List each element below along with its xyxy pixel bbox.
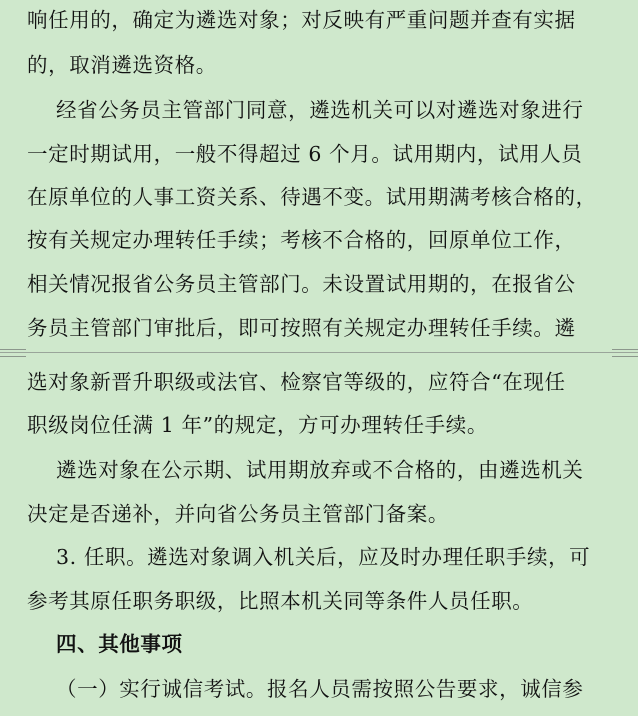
page-break-marker-left: [0, 349, 26, 357]
text-line: 响任用的，确定为遴选对象；对反映有严重问题并查有实据: [27, 8, 576, 32]
text-line: 一定时期试用，一般不得超过 6 个月。试用期内，试用人员: [27, 142, 583, 166]
paragraph-start-line: 3. 任职。遴选对象调入机关后，应及时办理任职手续，可: [56, 545, 591, 569]
paragraph-start-line: 经省公务员主管部门同意，遴选机关可以对遴选对象进行: [56, 98, 584, 122]
text-line: 的，取消遴选资格。: [27, 53, 217, 77]
page-break-marker-right: [612, 349, 638, 357]
text-line: 按有关规定办理转任手续；考核不合格的，回原单位工作，: [27, 228, 576, 252]
page-break-rule: [0, 352, 638, 353]
paragraph-start-line: 遴选对象在公示期、试用期放弃或不合格的，由遴选机关: [56, 458, 584, 482]
section-heading: 四、其他事项: [56, 632, 183, 656]
page-break-separator: [0, 347, 638, 359]
text-line: 选对象新晋升职级或法官、检察官等级的，应符合“在现任: [27, 370, 566, 394]
text-line: 相关情况报省公务员主管部门。未设置试用期的，在报省公: [27, 272, 576, 296]
text-line: 在原单位的人事工资关系、待遇不变。试用期满考核合格的，: [27, 185, 597, 209]
text-line: 决定是否递补，并向省公务员主管部门备案。: [27, 502, 449, 526]
text-line: 参考其原任职务职级，比照本机关同等条件人员任职。: [27, 589, 534, 613]
paragraph-start-line: （一）实行诚信考试。报名人员需按照公告要求，诚信参: [56, 677, 584, 701]
text-line: 职级岗位任满 1 年”的规定，方可办理转任手续。: [27, 413, 488, 437]
text-line: 务员主管部门审批后，即可按照有关规定办理转任手续。遴: [27, 316, 576, 340]
